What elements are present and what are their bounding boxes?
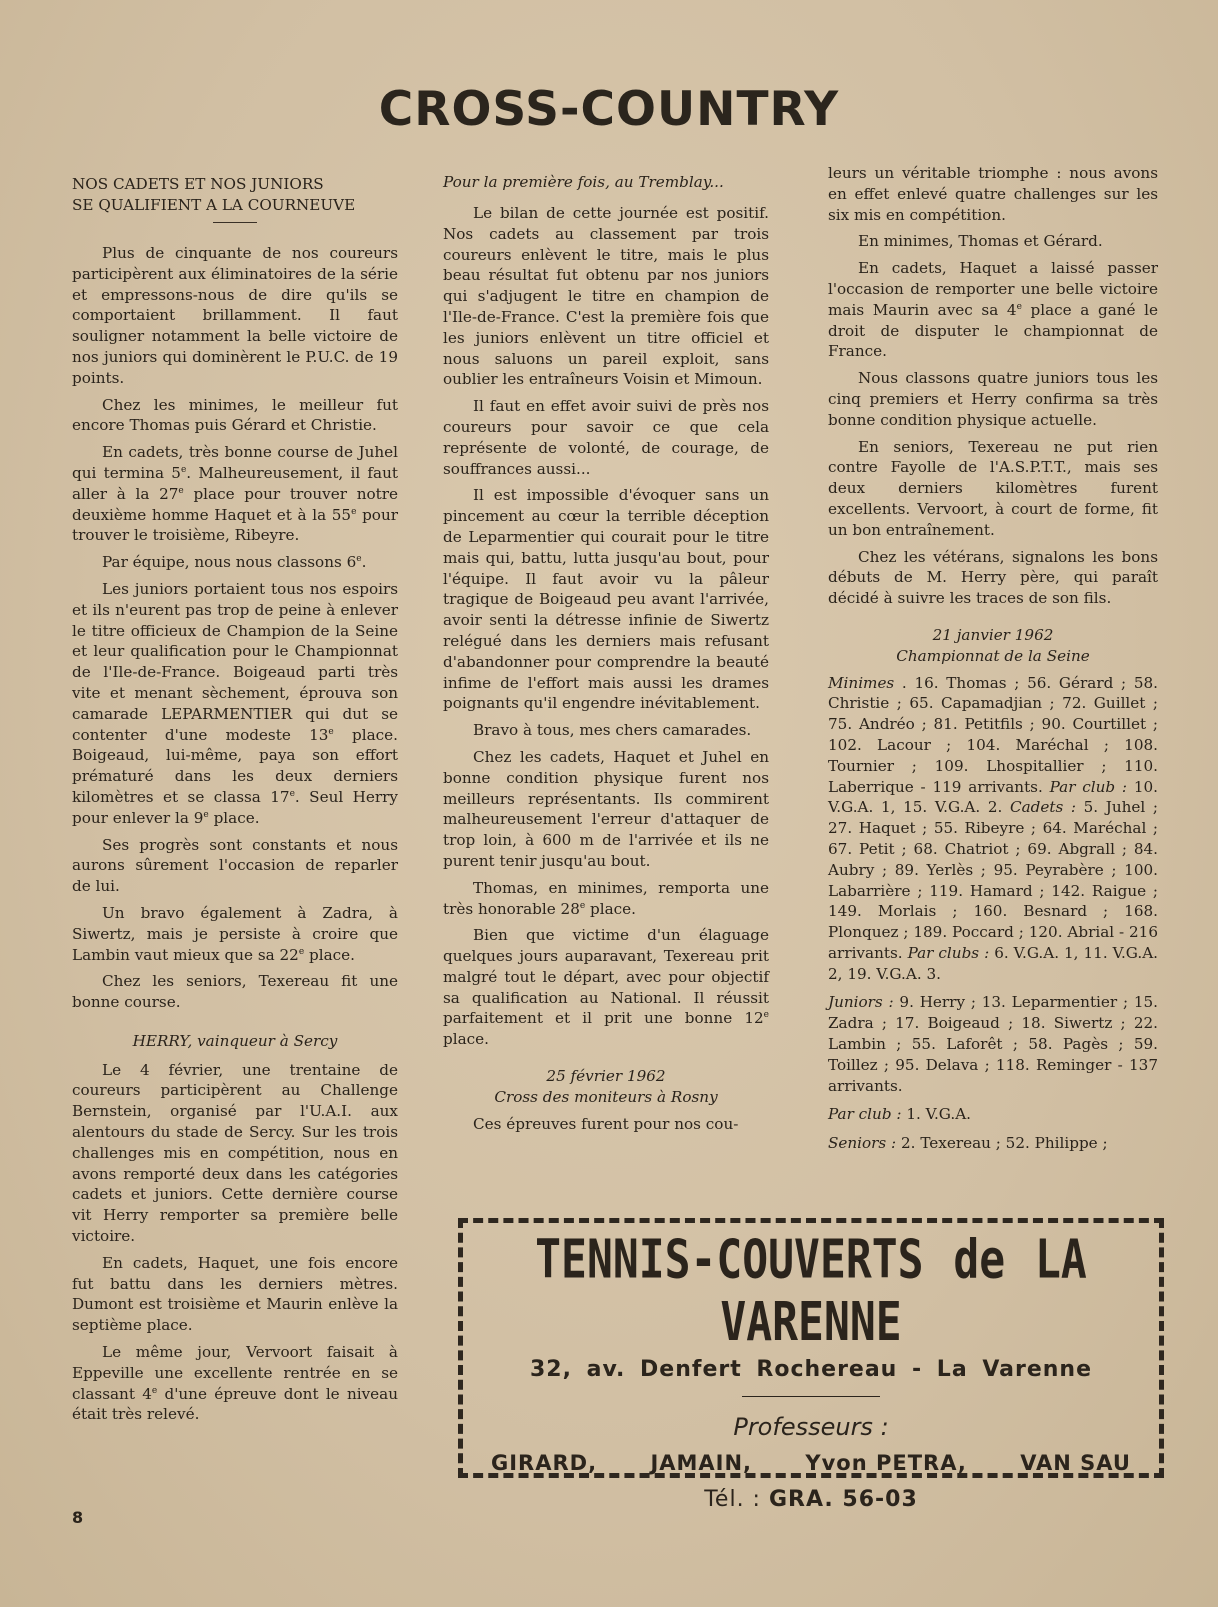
sub-head-tremblay: Pour la première fois, au Tremblay...: [443, 173, 724, 191]
text-run: Plus de cinquante de nos coureurs participèrent aux éliminatoires de la série et empressons-nous de dire qu'ils se comportaient brillamment. Il faut souligner notamment la belle victoire de nos juniors qui dominèrent le P.U.C. de 19 points.: [72, 244, 398, 387]
paragraph: [443, 925, 769, 1050]
superscript: e: [151, 1385, 158, 1396]
superscript: e: [356, 554, 362, 565]
article-headline-line-2: SE QUALIFIENT A LA COURNEUVE: [72, 196, 356, 214]
ad-tel-label: Tél. :: [704, 1487, 761, 1512]
paragraph: [72, 1253, 398, 1336]
ad-professeurs-label: Professeurs :: [733, 1413, 889, 1441]
superscript: e: [178, 485, 184, 496]
text-run: Bravo à tous, mes chers camarades.: [473, 721, 752, 740]
tennis-advertisement: [458, 1218, 1164, 1512]
text-run: place pour trouver notre deuxième homme Haquet et à la 55: [72, 484, 398, 524]
label-minimes: Minimes: [828, 673, 895, 692]
article-headline-line-1: NOS CADETS ET NOS JUNIORS: [72, 175, 324, 193]
paragraph: [443, 396, 769, 479]
text-run: Chez les vétérans, signalons les bons débuts de M. Herry père, qui paraît décidé à suivre les traces de son fils.: [828, 547, 1158, 608]
paragraph: [72, 971, 398, 1013]
column-1: [72, 174, 398, 1431]
label-juniors-club: Par club :: [828, 1105, 902, 1124]
text-run: d'une épreuve dont le niveau était très relevé.: [72, 1384, 398, 1424]
ad-tel-number: GRA. 56-03: [768, 1487, 918, 1512]
page-title: CROSS-COUNTRY: [378, 82, 840, 137]
superscript: e: [203, 809, 209, 820]
text-minimes-club: 10. V.G.A. 1, 15. V.G.A. 2.: [828, 777, 1158, 817]
text-run: En cadets, très bonne course de Juhel qui termina 5: [72, 443, 398, 482]
paragraph: [72, 1342, 398, 1425]
text-run: Chez les cadets, Haquet et Juhel en bonne condition physique furent nos meilleurs représentants. Ils commirent malheureusement l'erreur d'attaquer de trop loin, à 600 m de l'arrivée et ils ne purent tenir jusqu'au bout.: [443, 747, 769, 870]
column-3: [828, 163, 1158, 1160]
ad-telephone: [463, 1487, 1159, 1512]
text-run: leurs un véritable triomphe : nous avons en effet enlevé quatre challenges sur les six mis en compétition.: [828, 164, 1158, 224]
paragraph: [443, 720, 769, 741]
col1-body: [72, 243, 398, 1013]
text-run: Thomas, en minimes, remporta une très honorable 28: [443, 878, 769, 918]
label-cadets: Cadets :: [1009, 798, 1077, 817]
superscript: e: [763, 1010, 769, 1021]
label-juniors: Juniors :: [828, 993, 894, 1012]
results-juniors-club: [828, 1104, 1158, 1125]
superscript: e: [351, 506, 357, 517]
paragraph: [828, 368, 1158, 430]
text-run: . Seul Herry pour enlever la 9: [72, 787, 398, 827]
headline-divider: [213, 222, 257, 223]
paragraph: [72, 1060, 398, 1247]
text-run: place.: [585, 899, 636, 918]
paragraph: [72, 243, 398, 389]
text-run: Chez les minimes, le meilleur fut encore Thomas puis Gérard et Christie.: [72, 395, 398, 435]
ad-divider: [742, 1396, 880, 1397]
paragraph: [443, 878, 769, 920]
text-cadets-club: 6. V.G.A. 1, 11. V.G.A. 2, 19. V.G.A. 3.: [828, 943, 1159, 983]
superscript: e: [579, 900, 586, 911]
text-run: Un bravo également à Zadra, à Siwertz, mais je persiste à croire que Lambin vaut mieux que sa 22: [72, 903, 398, 964]
text-run: En cadets, Haquet, une fois encore fut battu dans les derniers mètres. Dumont est troisième et Maurin enlève la septième place.: [72, 1253, 398, 1335]
results-seniors: [828, 1133, 1158, 1154]
text-run: Il faut en effet avoir suivi de près nos coureurs pour savoir ce que cela représente de volonté, de courage, de souffrances aussi...: [443, 397, 769, 478]
text-run: Le même jour, Vervoort faisait à Eppeville une excellente rentrée en se classant 4: [72, 1343, 398, 1403]
text-run: Le bilan de cette journée est positif. Nos cadets au classement par trois coureurs enlèvent le titre, mais le plus beau résultat fut obtenu par nos juniors qui s'adjugent le titre en champion de l'Ile-de-France. C'est la première fois que les juniors enlèvent un titre officiel et nous saluons un pareil exploit, sans oublier les entraîneurs Voisin et Mimoun.: [443, 204, 769, 389]
sub-head-herry: HERRY, vainqueur à Sercy: [132, 1031, 338, 1050]
date-seine: 21 janvier 1962: [932, 625, 1054, 644]
paragraph: [72, 442, 398, 546]
text-run: En seniors, Texereau ne put rien contre Fayolle de l'A.S.P.T.T., mais ses deux derniers kilomètres furent excellents. Vervoort, à court de forme, fit un bon entraînement.: [828, 437, 1158, 539]
text-run: Les juniors portaient tous nos espoirs et ils n'eurent pas trop de peine à enlever le titre officieux de Champion de la Seine et leur qualification pour le Championnat de l'Ile-de-France. Boigeaud parti très vite et menant sèchement, éprouva son camarade LEPARMENTIER qui dut se contenter d'une modeste 13: [72, 579, 398, 744]
ad-address: 32, av. Denfert Rochereau - La Varenne: [529, 1357, 1093, 1382]
text-run: place.: [208, 808, 260, 827]
results-minimes: [828, 673, 1158, 985]
text-run: .: [361, 553, 367, 572]
paragraph: [72, 579, 398, 829]
text-run: Par équipe, nous nous classons 6: [102, 553, 357, 572]
text-run: place a gané le droit de disputer le championnat de France.: [828, 300, 1158, 361]
text-juniors-club: 1. V.G.A.: [901, 1105, 971, 1124]
paragraph: [72, 903, 398, 965]
text-run: Il est impossible d'évoquer sans un pincement au cœur la terrible déception de Leparmentier qui courait pour le titre mais qui, battu, lutta jusqu'au bout, pour l'équipe. Il faut avoir vu la pâleur tragique de Boigeaud peu avant l'arrivée, avoir senti la détresse infinie de Siwertz relégué dans les derniers mais refusant d'abandonner pour comprendre la beauté infime de l'effort mais aussi les drames poignants qu'il engendre inévitablement.: [443, 486, 769, 713]
paragraph: [443, 485, 769, 714]
column-2: [443, 172, 769, 1140]
col2-body: [443, 203, 769, 1050]
col2-last-paragraph: Ces épreuves furent pour nos cou-: [473, 1114, 739, 1133]
label-minimes-club: Par club :: [1049, 777, 1128, 796]
results-list: [828, 673, 1158, 1155]
text-run: Chez les seniors, Texereau fit une bonne course.: [72, 972, 398, 1012]
ad-professor-van-sau: VAN SAU: [1020, 1451, 1131, 1475]
text-run: En minimes, Thomas et Gérard.: [858, 232, 1103, 251]
paragraph: [828, 547, 1158, 609]
text-run: Bien que victime d'un élaguage quelques jours auparavant, Texereau prit malgré tout le départ, avec pour objectif sa qualification au National. Il réussit parfaitement et il prit une bonne 12: [443, 926, 769, 1028]
text-run: Ses progrès sont constants et nous aurons sûrement l'occasion de reparler de lui.: [72, 835, 398, 896]
text-run: Le 4 février, une trentaine de coureurs participèrent au Challenge Bernstein, organisé par l'U.A.I. aux alentours du stade de Sercy. Sur les trois challenges mis en compétition, nous en avons remporté deux dans les catégories cadets et juniors. Cette dernière course vit Herry remporter sa première belle victoire.: [72, 1060, 398, 1246]
ad-professors: [463, 1451, 1159, 1475]
paragraph: [443, 747, 769, 872]
paragraph: [72, 395, 398, 437]
col1-body-2: [72, 1060, 398, 1426]
text-run: . Malheureusement, il faut aller à la 27: [72, 463, 398, 503]
text-run: place.: [443, 1030, 489, 1049]
superscript: e: [1016, 301, 1022, 312]
superscript: e: [180, 464, 187, 475]
results-juniors: [828, 992, 1158, 1096]
superscript: e: [298, 946, 305, 957]
superscript: e: [289, 788, 295, 799]
text-run: place.: [304, 945, 355, 964]
col3-body: [828, 163, 1158, 609]
paragraph: [828, 258, 1158, 362]
ad-title: TENNIS-COUVERTS de LA VARENNE: [535, 1228, 1087, 1354]
text-run: Nous classons quatre juniors tous les cinq premiers et Herry confirma sa très bonne condition physique actuelle.: [828, 369, 1158, 429]
label-seniors: Seniors :: [828, 1134, 897, 1153]
event-seine: Championnat de la Seine: [896, 646, 1090, 665]
ad-professor-jamain: JAMAIN,: [650, 1451, 753, 1475]
text-run: pour trouver le troisième, Ribeyre.: [72, 505, 398, 545]
paragraph: [828, 437, 1158, 541]
text-run: place. Boigeaud, lui-même, paya son effort prématuré dans les deux derniers kilomètres et se classa 17: [72, 725, 398, 806]
date-rosny: 25 février 1962: [546, 1067, 666, 1086]
paragraph: [72, 552, 398, 573]
text-run: En cadets, Haquet a laissé passer l'occasion de remporter une belle victoire mais Maurin avec sa 4: [828, 259, 1158, 319]
paragraph: [72, 835, 398, 897]
ad-professor-petra: Yvon PETRA,: [805, 1451, 967, 1475]
text-cadets: 5. Juhel ; 27. Haquet ; 55. Ribeyre ; 64. Maréchal ; 67. Petit ; 68. Chatriot ; 69. Abgrall ; 84. Aubry ; 89. Yerlès ; 95. Peyrabère ; 100. Labarrière ; 119. Hamard ; 142. Raigue ; 149. Morlais ; 160. Besnard ; 168. Plonquez ; 189. Poccard ; 120. Abrial - 216 arrivants.: [828, 798, 1158, 962]
superscript: e: [328, 726, 334, 737]
page-number: 8: [72, 1508, 84, 1527]
text-juniors: 9. Herry ; 13. Leparmentier ; 15. Zadra ; 17. Boigeaud ; 18. Siwertz ; 22. Lambin ; 55. Laforêt ; 58. Pagès ; 59. Toillez ; 95. Delava ; 118. Reminger - 137 arrivants.: [828, 993, 1158, 1095]
text-minimes: . 16. Thomas ; 56. Gérard ; 58. Christie ; 65. Capamadjian ; 72. Guillet ; 75. Andréo ; 81. Petitfils ; 90. Courtillet ; 102. Lacour ; 104. Maréchal ; 108. Tournier ; 109. Lhospitallier ; 110. Laberrique - 119 arrivants.: [828, 673, 1158, 796]
event-rosny: Cross des moniteurs à Rosny: [494, 1087, 718, 1106]
paragraph: [443, 203, 769, 390]
ad-professor-girard: GIRARD,: [491, 1451, 598, 1475]
paragraph: [828, 163, 1158, 225]
text-seniors: 2. Texereau ; 52. Philippe ;: [896, 1134, 1108, 1153]
paragraph: [828, 231, 1158, 252]
label-cadets-club: Par clubs :: [907, 943, 990, 962]
